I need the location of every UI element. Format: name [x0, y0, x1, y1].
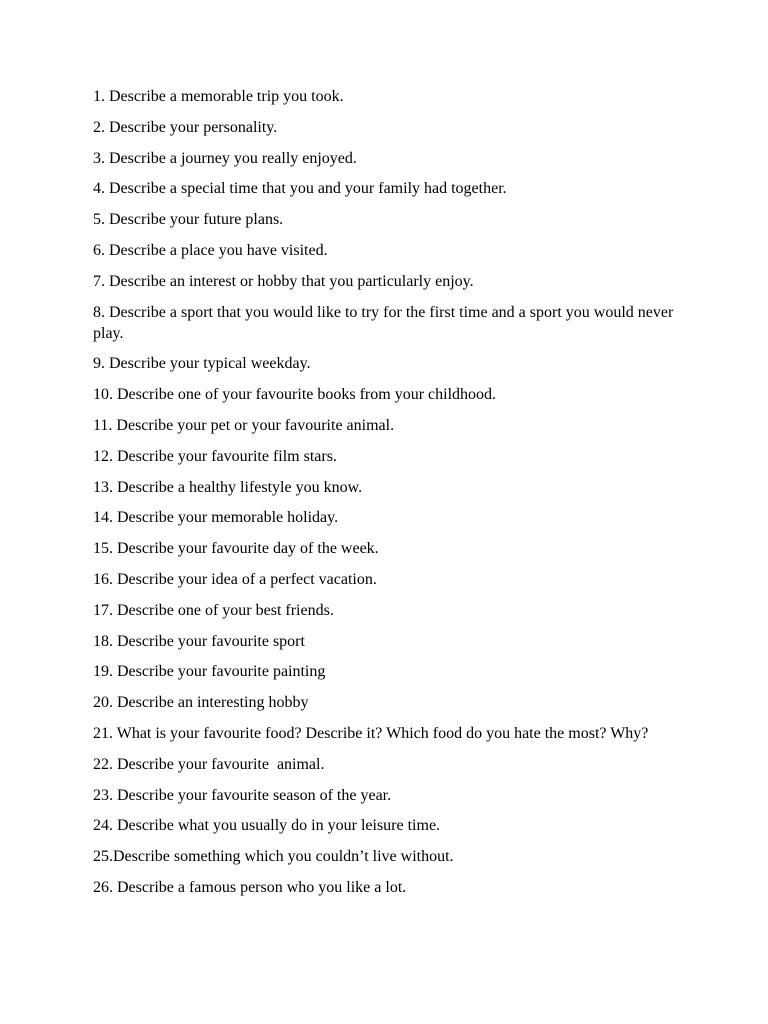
list-item: 18. Describe your favourite sport	[93, 632, 305, 650]
list-item: 6. Describe a place you have visited.	[93, 241, 328, 259]
list-item: 16. Describe your idea of a perfect vacation.	[93, 570, 377, 588]
list-item: 13. Describe a healthy lifestyle you know.	[93, 478, 363, 496]
list-item: 21. What is your favourite food? Describe it? Which food do you hate the most? Why?	[93, 724, 649, 742]
list-item: 10. Describe one of your favourite books from your childhood.	[93, 386, 497, 404]
question-list	[93, 86, 683, 908]
list-item: 23. Describe your favourite season of the year.	[93, 786, 392, 804]
list-item: 2. Describe your personality.	[93, 118, 278, 136]
list-item: 20. Describe an interesting hobby	[93, 694, 309, 712]
list-item: 4. Describe a special time that you and your family had together.	[93, 180, 507, 198]
list-item: 25.Describe something which you couldn’t live without.	[93, 848, 454, 866]
list-item: 15. Describe your favourite day of the week.	[93, 540, 379, 558]
list-item: 9. Describe your typical weekday.	[93, 355, 311, 373]
list-item: 26. Describe a famous person who you like a lot.	[93, 878, 407, 896]
list-item: 24. Describe what you usually do in your leisure time.	[93, 817, 441, 835]
list-item: 1. Describe a memorable trip you took.	[93, 88, 344, 105]
list-item: 19. Describe your favourite painting	[93, 663, 326, 681]
list-item: 7. Describe an interest or hobby that you particularly enjoy.	[93, 272, 474, 290]
list-item: 12. Describe your favourite film stars.	[93, 447, 337, 465]
list-item: 14. Describe your memorable holiday.	[93, 509, 339, 527]
list-item: 17. Describe one of your best friends.	[93, 601, 334, 619]
list-item: 5. Describe your future plans.	[93, 211, 284, 229]
list-item: 22. Describe your favourite animal.	[93, 755, 325, 773]
list-item: 11. Describe your pet or your favourite animal.	[93, 416, 395, 434]
list-item: 3. Describe a journey you really enjoyed.	[93, 149, 357, 167]
list-item: 8. Describe a sport that you would like to try for the first time and a sport you would never play.	[93, 303, 678, 342]
